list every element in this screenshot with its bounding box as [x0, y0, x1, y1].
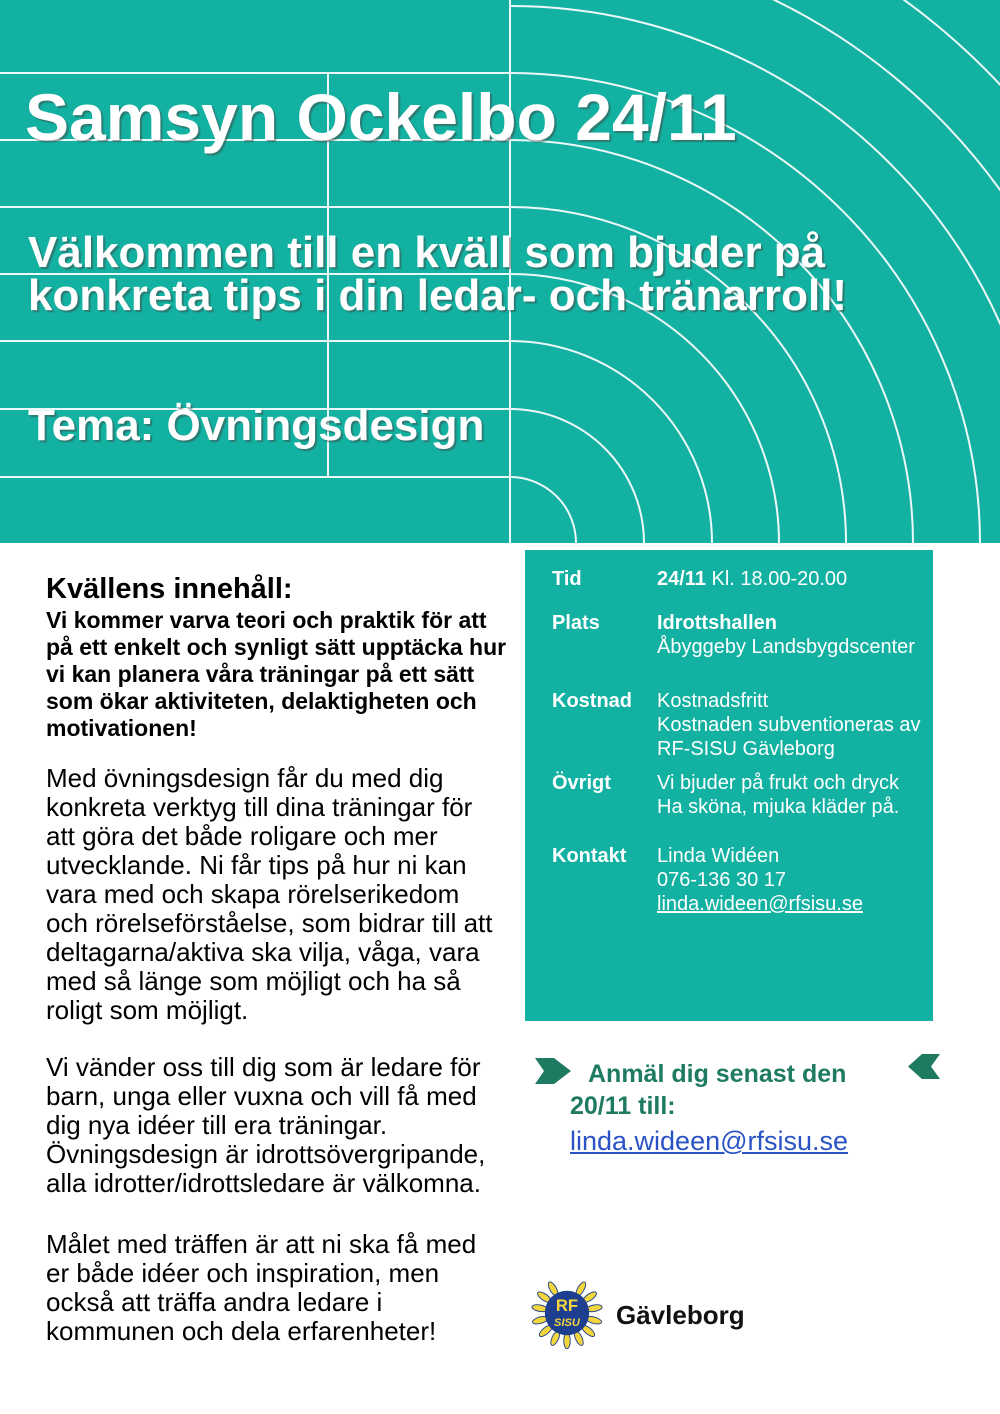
intro-line: motivationen! — [46, 715, 197, 741]
info-value-plats — [657, 611, 915, 659]
paragraph-line: Övningsdesign är idrottsövergripande, — [46, 1139, 486, 1169]
paragraph-line: utvecklande. Ni får tips på hur ni kan — [46, 850, 467, 880]
paragraph-line: roligt som möjligt. — [46, 995, 249, 1025]
other-line: Ha sköna, mjuka kläder på. — [657, 796, 900, 818]
info-value-tid — [657, 567, 847, 591]
paragraph-line: alla idrotter/idrottsledare är välkomna. — [46, 1168, 481, 1198]
page-title: Samsyn Ockelbo 24/11 — [25, 80, 737, 154]
content-heading: Kvällens innehåll: — [46, 573, 293, 605]
paragraph-ovningsdesign — [46, 764, 493, 1025]
paragraph-line: deltagarna/aktiva ska vilja, våga, vara — [46, 937, 480, 967]
signup-email-link[interactable]: linda.wideen@rfsisu.se — [570, 1126, 849, 1156]
info-label-ovrigt: Övrigt — [552, 772, 611, 794]
paragraph-line: också att träffa andra ledare i — [46, 1287, 383, 1317]
paragraph-target-audience — [46, 1053, 485, 1198]
event-date: 24/11 — [657, 568, 706, 590]
header-banner — [0, 0, 1000, 543]
paragraph-line: Vi vänder oss till dig som är ledare för — [46, 1052, 481, 1082]
paragraph-line: er både idéer och inspiration, men — [46, 1258, 440, 1288]
signup-heading-line-2: 20/11 till: — [570, 1092, 676, 1120]
cost-line: Kostnaden subventioneras av — [657, 714, 921, 736]
contact-email-link[interactable]: linda.wideen@rfsisu.se — [657, 893, 863, 915]
intro-line: vi kan planera våra träningar på ett sätt — [46, 661, 475, 687]
paragraph-line: med så länge som möjligt och ha så — [46, 966, 461, 996]
paragraph-line: vara med och skapa rörelserikedom — [46, 879, 460, 909]
paragraph-line: dig nya idéer till era träningar. — [46, 1110, 388, 1140]
info-label-kostnad: Kostnad — [552, 690, 632, 712]
info-label-plats: Plats — [552, 612, 600, 634]
paragraph-line: att göra det både roligare och mer — [46, 821, 438, 851]
info-value-kostnad — [657, 689, 921, 761]
chevron-left-icon — [908, 1054, 940, 1079]
event-info-box — [525, 550, 933, 1021]
info-value-kontakt — [657, 844, 863, 916]
paragraph-line: barn, unga eller vuxna och vill få med — [46, 1081, 477, 1111]
intro-paragraph — [46, 607, 506, 742]
page-subtitle — [28, 228, 848, 320]
paragraph-line: Målet med träffen är att ni ska få med — [46, 1229, 477, 1259]
logo-rf-text: RF — [555, 1296, 579, 1316]
paragraph-line: kommunen och dela erfarenheter! — [46, 1316, 437, 1346]
cost-line: Kostnadsfritt — [657, 690, 769, 712]
venue-address: Åbyggeby Landsbygdscenter — [657, 636, 915, 658]
contact-phone: 076-136 30 17 — [657, 869, 787, 891]
intro-line: som ökar aktiviteten, delaktigheten och — [46, 688, 477, 714]
signup-heading-line-1: Anmäl dig senast den — [588, 1060, 847, 1088]
region-name: Gävleborg — [616, 1300, 745, 1330]
subtitle-line-1: Välkommen till en kväll som bjuder på — [28, 228, 826, 277]
theme-heading: Tema: Övningsdesign — [28, 401, 485, 450]
intro-line: på ett enkelt och synligt sätt upptäcka hur — [46, 634, 507, 660]
other-line: Vi bjuder på frukt och dryck — [657, 772, 899, 794]
paragraph-line: konkreta verktyg till dina träningar för — [46, 792, 473, 822]
subtitle-line-2: konkreta tips i din ledar- och tränarroll! — [28, 271, 848, 320]
logo-sisu-text: SISU — [554, 1316, 580, 1329]
info-label-tid: Tid — [552, 568, 582, 590]
rf-sisu-logo — [528, 1276, 606, 1350]
intro-line: Vi kommer varva teori och praktik för att — [46, 607, 487, 633]
cost-line: RF-SISU Gävleborg — [657, 738, 835, 760]
chevron-right-icon — [535, 1058, 571, 1084]
venue-name: Idrottshallen — [657, 612, 778, 634]
info-label-kontakt: Kontakt — [552, 845, 627, 867]
paragraph-line: Med övningsdesign får du med dig — [46, 763, 444, 793]
info-value-ovrigt — [657, 771, 899, 819]
contact-name: Linda Widéen — [657, 845, 780, 867]
paragraph-line: och rörelseförståelse, som bidrar till att — [46, 908, 493, 938]
event-time: Kl. 18.00-20.00 — [705, 568, 848, 590]
paragraph-goal — [46, 1230, 476, 1346]
